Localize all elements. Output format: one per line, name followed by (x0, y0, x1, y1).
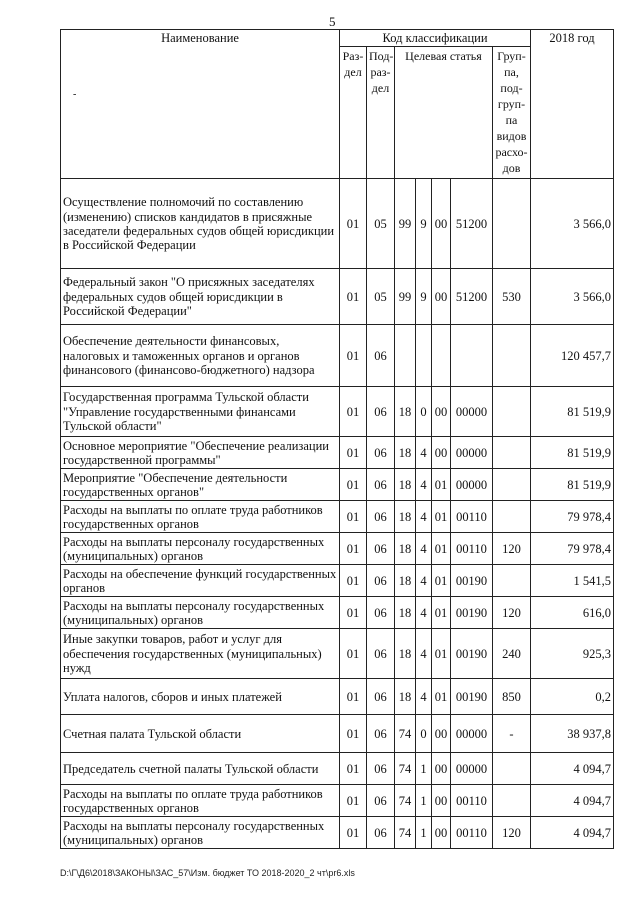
row-amount: 4 094,7 (531, 817, 614, 849)
row-target-event: 00 (432, 179, 451, 269)
row-target-direction: 51200 (451, 269, 493, 325)
table-row (61, 325, 614, 387)
row-target-event: 01 (432, 597, 451, 629)
row-name: Расходы на выплаты персоналу государственных (муниципальных) органов (61, 533, 340, 565)
row-section: 01 (340, 533, 367, 565)
row-amount: 4 094,7 (531, 753, 614, 785)
row-target-program: 18 (395, 437, 416, 469)
header-subsection: Под- раз- дел (367, 47, 395, 179)
row-subsection: 06 (367, 785, 395, 817)
row-target-subprogram: 4 (416, 565, 432, 597)
table-row (61, 565, 614, 597)
row-target-subprogram: 1 (416, 753, 432, 785)
table-row (61, 753, 614, 785)
row-subsection: 06 (367, 325, 395, 387)
row-section: 01 (340, 785, 367, 817)
table-row (61, 269, 614, 325)
table-row (61, 469, 614, 501)
row-target-direction: 00190 (451, 597, 493, 629)
row-target-direction: 00110 (451, 817, 493, 849)
row-section: 01 (340, 269, 367, 325)
row-subsection: 06 (367, 469, 395, 501)
row-name: Иные закупки товаров, работ и услуг для обеспечения государственных (муниципальных) нужд (61, 629, 340, 679)
budget-table (60, 29, 614, 849)
row-expense-group: 120 (493, 533, 531, 565)
row-amount: 81 519,9 (531, 469, 614, 501)
row-section: 01 (340, 469, 367, 501)
row-target-program: 18 (395, 597, 416, 629)
row-amount: 3 566,0 (531, 269, 614, 325)
row-name: Осуществление полномочий по составлению (изменению) списков кандидатов в присяжные заседатели федеральных судов общей юрисдикции в Российской Федерации (61, 179, 340, 269)
row-target-event (432, 325, 451, 387)
row-section: 01 (340, 753, 367, 785)
row-target-program: 18 (395, 565, 416, 597)
row-expense-group: - (493, 715, 531, 753)
row-amount: 0,2 (531, 679, 614, 715)
row-target-program: 99 (395, 269, 416, 325)
row-target-subprogram: 4 (416, 533, 432, 565)
row-target-event: 00 (432, 269, 451, 325)
row-section: 01 (340, 325, 367, 387)
row-target-subprogram (416, 325, 432, 387)
row-target-event: 00 (432, 437, 451, 469)
row-amount: 616,0 (531, 597, 614, 629)
row-target-subprogram: 4 (416, 437, 432, 469)
row-section: 01 (340, 715, 367, 753)
row-target-direction: 00000 (451, 469, 493, 501)
row-expense-group (493, 437, 531, 469)
row-name: Расходы на выплаты по оплате труда работников государственных органов (61, 501, 340, 533)
table-row (61, 629, 614, 679)
row-amount: 120 457,7 (531, 325, 614, 387)
row-subsection: 06 (367, 565, 395, 597)
row-target-subprogram: 4 (416, 501, 432, 533)
row-expense-group (493, 179, 531, 269)
row-target-event: 00 (432, 817, 451, 849)
row-target-event: 00 (432, 387, 451, 437)
row-name: Основное мероприятие "Обеспечение реализации государственной программы" (61, 437, 340, 469)
table-row (61, 597, 614, 629)
row-name: Федеральный закон "О присяжных заседателях федеральных судов общей юрисдикции в Российской Федерации" (61, 269, 340, 325)
row-target-subprogram: 4 (416, 679, 432, 715)
row-amount: 1 541,5 (531, 565, 614, 597)
row-amount: 81 519,9 (531, 387, 614, 437)
row-subsection: 06 (367, 501, 395, 533)
row-name: Расходы на выплаты персоналу государственных (муниципальных) органов (61, 597, 340, 629)
row-name: Расходы на обеспечение функций государственных органов (61, 565, 340, 597)
row-target-program: 18 (395, 469, 416, 501)
header-section: Раз- дел (340, 47, 367, 179)
row-subsection: 06 (367, 715, 395, 753)
row-subsection: 06 (367, 679, 395, 715)
row-target-program: 18 (395, 629, 416, 679)
row-name: Счетная палата Тульской области (61, 715, 340, 753)
row-target-event: 00 (432, 753, 451, 785)
row-subsection: 05 (367, 269, 395, 325)
row-section: 01 (340, 387, 367, 437)
row-target-subprogram: 4 (416, 469, 432, 501)
row-expense-group: 120 (493, 597, 531, 629)
row-target-direction (451, 325, 493, 387)
row-target-program: 18 (395, 501, 416, 533)
table-row (61, 785, 614, 817)
row-target-direction: 00110 (451, 785, 493, 817)
row-expense-group: 240 (493, 629, 531, 679)
row-section: 01 (340, 179, 367, 269)
row-name: Государственная программа Тульской области "Управление государственными финансами Тульской области" (61, 387, 340, 437)
page-number: 5 (329, 14, 336, 29)
header-name: Наименование - (61, 30, 340, 179)
row-target-direction: 00190 (451, 679, 493, 715)
row-target-direction: 00000 (451, 387, 493, 437)
row-target-event: 01 (432, 469, 451, 501)
row-target-direction: 00000 (451, 753, 493, 785)
row-amount: 81 519,9 (531, 437, 614, 469)
row-expense-group (493, 785, 531, 817)
row-expense-group (493, 565, 531, 597)
row-target-direction: 00000 (451, 437, 493, 469)
header-target: Целевая статья (395, 47, 493, 179)
row-target-direction: 00110 (451, 533, 493, 565)
row-target-event: 00 (432, 715, 451, 753)
row-name: Уплата налогов, сборов и иных платежей (61, 679, 340, 715)
row-target-program: 99 (395, 179, 416, 269)
row-section: 01 (340, 437, 367, 469)
table-row (61, 501, 614, 533)
row-target-subprogram: 4 (416, 597, 432, 629)
row-name: Председатель счетной палаты Тульской области (61, 753, 340, 785)
footer-file-path: D:\Г\Д6\2018\ЗАКОНЫ\ЗАС_57\Изм. бюджет ТО 2018-2020_2 чт\pr6.xls (60, 868, 355, 878)
row-target-program: 74 (395, 785, 416, 817)
row-target-subprogram: 1 (416, 785, 432, 817)
table-row (61, 715, 614, 753)
row-target-program: 74 (395, 817, 416, 849)
row-target-event: 00 (432, 785, 451, 817)
row-target-direction: 00190 (451, 565, 493, 597)
row-target-subprogram: 0 (416, 715, 432, 753)
row-amount: 79 978,4 (531, 501, 614, 533)
row-subsection: 06 (367, 753, 395, 785)
row-name: Расходы на выплаты по оплате труда работников государственных органов (61, 785, 340, 817)
row-target-subprogram: 0 (416, 387, 432, 437)
row-subsection: 06 (367, 387, 395, 437)
table-row (61, 817, 614, 849)
row-target-subprogram: 9 (416, 179, 432, 269)
row-subsection: 06 (367, 437, 395, 469)
row-expense-group: 850 (493, 679, 531, 715)
row-amount: 3 566,0 (531, 179, 614, 269)
header-expense-group: Груп- па, под- груп- па видов расхо- дов (493, 47, 531, 179)
row-expense-group: 120 (493, 817, 531, 849)
header-year: 2018 год (531, 30, 614, 179)
row-section: 01 (340, 817, 367, 849)
table-row (61, 533, 614, 565)
row-target-subprogram: 9 (416, 269, 432, 325)
row-amount: 4 094,7 (531, 785, 614, 817)
row-target-event: 01 (432, 501, 451, 533)
row-expense-group (493, 469, 531, 501)
table-row (61, 387, 614, 437)
row-target-direction: 51200 (451, 179, 493, 269)
row-target-program: 74 (395, 753, 416, 785)
row-section: 01 (340, 597, 367, 629)
row-subsection: 05 (367, 179, 395, 269)
row-target-event: 01 (432, 565, 451, 597)
row-name: Мероприятие "Обеспечение деятельности государственных органов" (61, 469, 340, 501)
row-expense-group (493, 387, 531, 437)
row-subsection: 06 (367, 597, 395, 629)
row-expense-group (493, 753, 531, 785)
row-expense-group (493, 325, 531, 387)
row-amount: 79 978,4 (531, 533, 614, 565)
table-row (61, 437, 614, 469)
table-row (61, 679, 614, 715)
row-section: 01 (340, 679, 367, 715)
row-target-event: 01 (432, 679, 451, 715)
row-target-event: 01 (432, 629, 451, 679)
row-target-program: 18 (395, 679, 416, 715)
row-target-program: 74 (395, 715, 416, 753)
header-classification: Код классификации (340, 30, 531, 47)
row-target-subprogram: 1 (416, 817, 432, 849)
row-name: Расходы на выплаты персоналу государственных (муниципальных) органов (61, 817, 340, 849)
row-expense-group: 530 (493, 269, 531, 325)
row-target-program: 18 (395, 533, 416, 565)
table-row (61, 179, 614, 269)
row-section: 01 (340, 629, 367, 679)
row-subsection: 06 (367, 817, 395, 849)
row-target-direction: 00000 (451, 715, 493, 753)
row-target-direction: 00110 (451, 501, 493, 533)
row-target-program (395, 325, 416, 387)
row-subsection: 06 (367, 533, 395, 565)
row-target-direction: 00190 (451, 629, 493, 679)
row-target-event: 01 (432, 533, 451, 565)
row-name: Обеспечение деятельности финансовых, налоговых и таможенных органов и органов финансового (финансово-бюджетного) надзора (61, 325, 340, 387)
row-subsection: 06 (367, 629, 395, 679)
row-target-program: 18 (395, 387, 416, 437)
row-expense-group (493, 501, 531, 533)
row-section: 01 (340, 501, 367, 533)
row-amount: 925,3 (531, 629, 614, 679)
row-target-subprogram: 4 (416, 629, 432, 679)
row-amount: 38 937,8 (531, 715, 614, 753)
row-section: 01 (340, 565, 367, 597)
